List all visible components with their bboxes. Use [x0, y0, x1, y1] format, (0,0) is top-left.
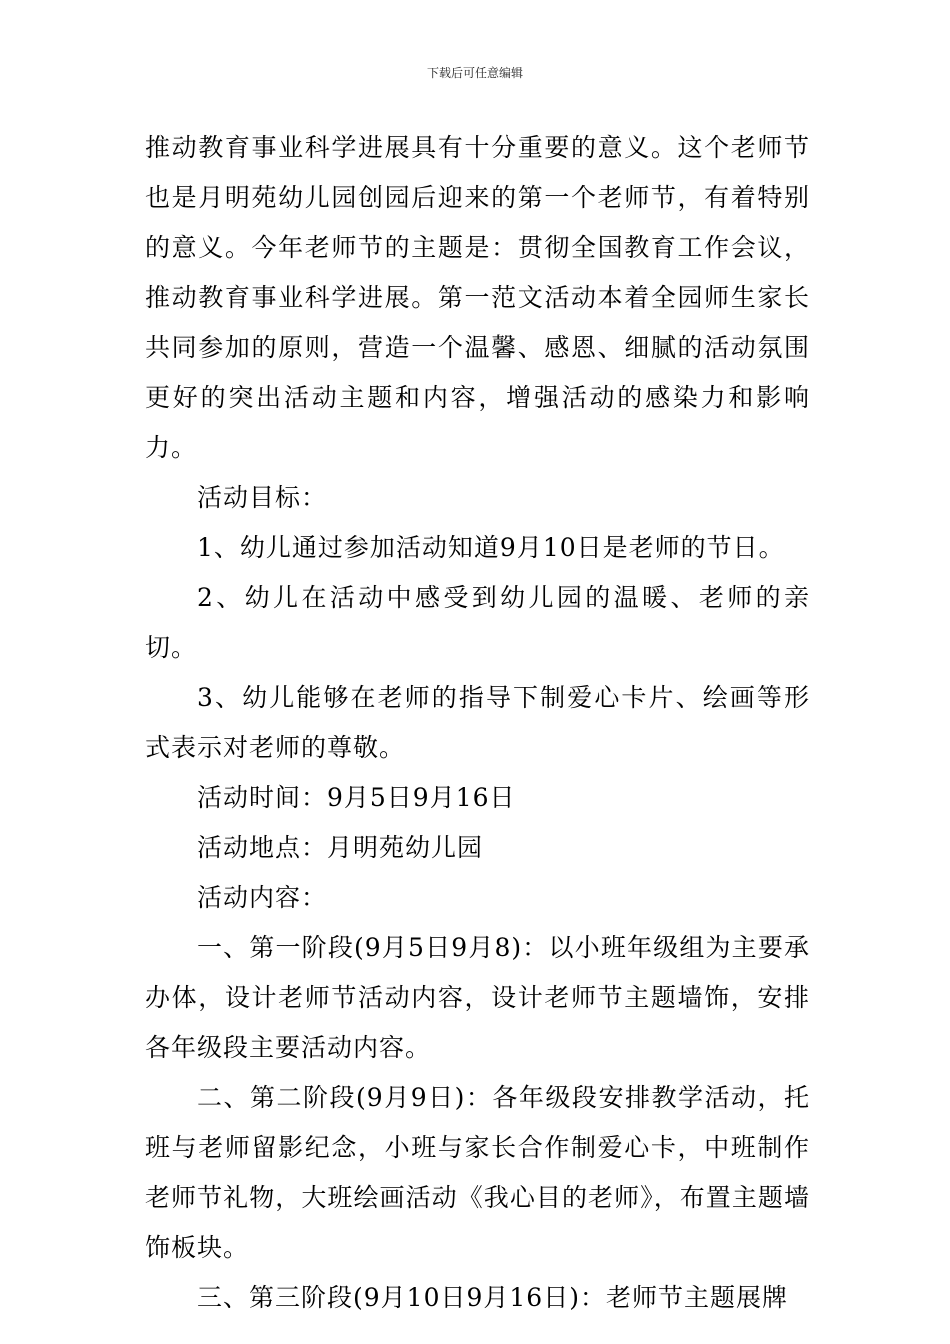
paragraph-goal-2: 2、幼儿在活动中感受到幼儿园的温暖、老师的亲切。	[145, 583, 810, 662]
paragraph-stage-1: 一、第一阶段(9月5日9月8)：以小班年级组为主要承办体，设计老师节活动内容，设计老师节主题墙饰，安排各年级段主要活动内容。	[145, 933, 810, 1062]
paragraph-stage-2: 二、第二阶段(9月9日)：各年级段安排教学活动，托班与老师留影纪念，小班与家长合作制爱心卡，中班制作老师节礼物，大班绘画活动《我心目的老师》，布置主题墙饰板块。	[145, 1083, 810, 1262]
paragraph-goal-1: 1、幼儿通过参加活动知道9月10日是老师的节日。	[197, 533, 785, 562]
paragraph-content-heading: 活动内容：	[197, 883, 328, 912]
page-header: 下载后可任意编辑	[426, 66, 523, 80]
paragraph-location: 活动地点：月明苑幼儿园	[197, 833, 484, 862]
document-body	[145, 123, 810, 1323]
paragraph-goals-heading: 活动目标：	[197, 483, 328, 512]
paragraph-stage-3: 三、第三阶段(9月10日9月16日)：老师节主题展牌	[197, 1283, 788, 1312]
paragraph-goal-3: 3、幼儿能够在老师的指导下制爱心卡片、绘画等形式表示对老师的尊敬。	[145, 683, 810, 762]
paragraph-intro: 推动教育事业科学进展具有十分重要的意义。这个老师节也是月明苑幼儿园创园后迎来的第一个老师节，有着特别的意义。今年老师节的主题是：贯彻全国教育工作会议，推动教育事业科学进展。第一范文活动本着全园师生家长共同参加的原则，营造一个温馨、感恩、细腻的活动氛围更好的突出活动主题和内容，增强活动的感染力和影响力。	[145, 133, 810, 462]
paragraph-time: 活动时间：9月5日9月16日	[197, 783, 516, 812]
